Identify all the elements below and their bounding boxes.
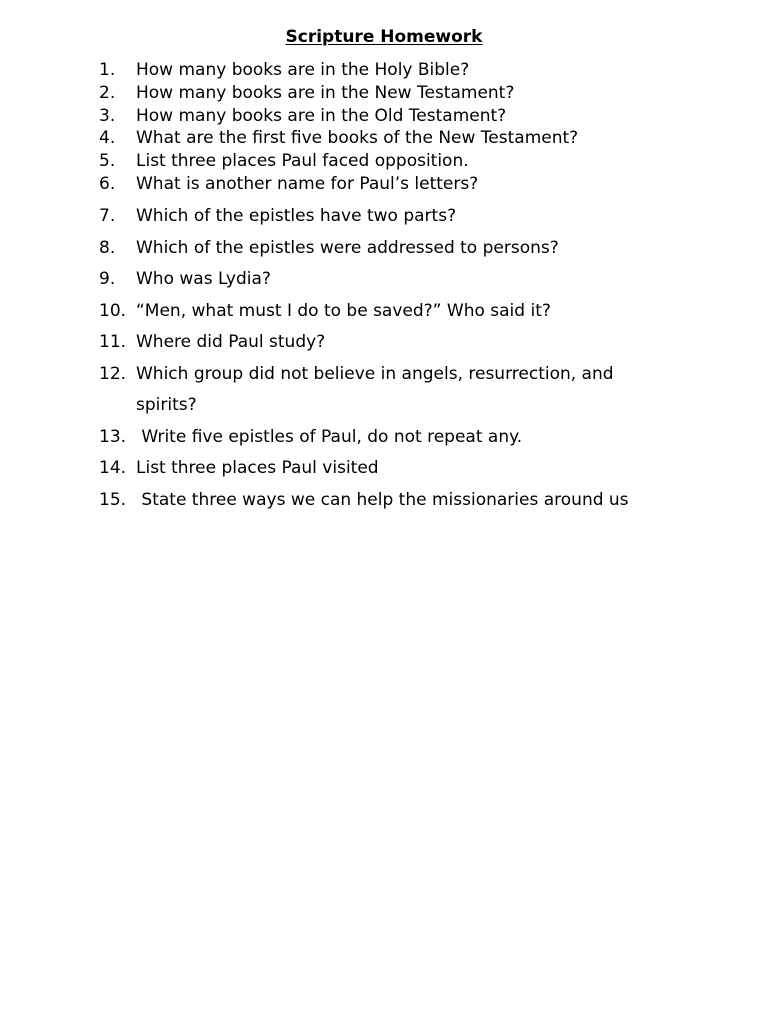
question-text: List three places Paul visited bbox=[136, 458, 379, 478]
question-text: Which of the epistles were addressed to persons? bbox=[136, 238, 559, 258]
question-number: 6. bbox=[99, 174, 116, 194]
question-text: How many books are in the Holy Bible? bbox=[136, 60, 470, 80]
question-number: 10. bbox=[99, 301, 127, 321]
question-text: How many books are in the Old Testament? bbox=[136, 106, 507, 126]
question-number: 5. bbox=[99, 151, 116, 171]
question-number: 14. bbox=[99, 458, 127, 478]
question-text: Where did Paul study? bbox=[136, 332, 326, 352]
question-text: What are the first five books of the New Testament? bbox=[136, 128, 579, 148]
question-number: 11. bbox=[99, 332, 127, 352]
question-number: 8. bbox=[99, 238, 116, 258]
question-number: 7. bbox=[99, 206, 116, 226]
question-text: “Men, what must I do to be saved?” Who said it? bbox=[136, 301, 551, 321]
question-number: 2. bbox=[99, 83, 116, 103]
question-number: 15. bbox=[99, 490, 127, 510]
question-text: Which of the epistles have two parts? bbox=[136, 206, 457, 226]
question-number: 13. bbox=[99, 427, 127, 447]
question-text: How many books are in the New Testament? bbox=[136, 83, 515, 103]
question-text: State three ways we can help the missionaries around us bbox=[136, 490, 629, 510]
question-text: Write five epistles of Paul, do not repeat any. bbox=[136, 427, 523, 447]
page-title: Scripture Homework bbox=[285, 27, 483, 47]
question-text: Who was Lydia? bbox=[136, 269, 271, 289]
question-text: Which group did not believe in angels, resurrection, and spirits? bbox=[136, 364, 614, 415]
question-number: 9. bbox=[99, 269, 116, 289]
question-number: 4. bbox=[99, 128, 116, 148]
question-text: List three places Paul faced opposition. bbox=[136, 151, 469, 171]
question-number: 3. bbox=[99, 106, 116, 126]
question-text: What is another name for Paul’s letters? bbox=[136, 174, 479, 194]
question-number: 1. bbox=[99, 60, 116, 80]
question-number: 12. bbox=[99, 364, 127, 384]
